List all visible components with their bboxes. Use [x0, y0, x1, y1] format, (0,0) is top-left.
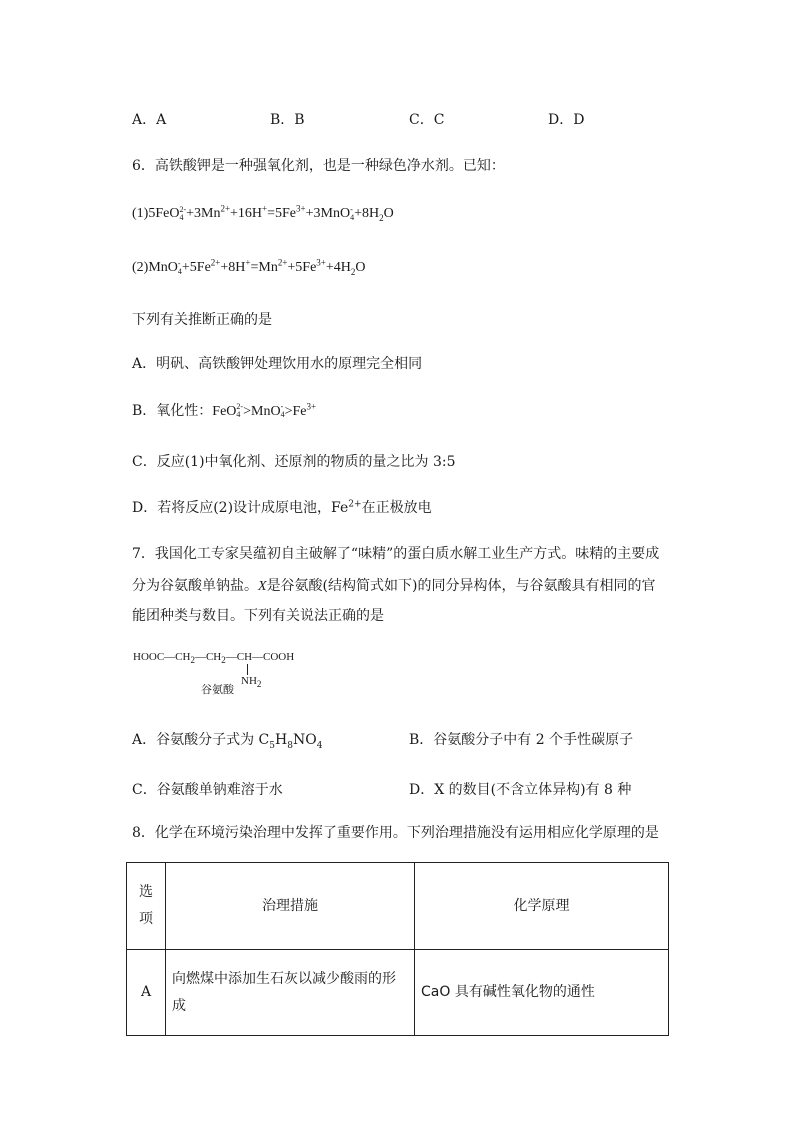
q7-stem-line-1: 7．我国化工专家吴蕴初自主破解了“味精”的蛋白质水解工业生产方式。味精的主要成	[132, 546, 660, 562]
q6-option-a: A．明矾、高铁酸钾处理饮用水的原理完全相同	[132, 356, 423, 372]
q6-equation-2: (2)MnO - 4 $+5Fe^{2+}+8H^+=Mn^{2+}+5Fe^{3+}+4H_2O$	[132, 257, 366, 278]
table-header-row	[127, 863, 669, 950]
q5-option-d: D．D	[548, 112, 585, 128]
header-principle: 化学原理	[415, 863, 669, 950]
structure-bond	[247, 664, 248, 675]
q7-option-c: C．谷氨酸单钠难溶于水	[132, 782, 283, 798]
row-a-option: A	[127, 950, 166, 1036]
q5-option-a: A．A	[132, 112, 167, 128]
q6-stem: 6．高铁酸钾是一种强氧化剂，也是一种绿色净水剂。已知：	[132, 158, 505, 174]
q6-question: 下列有关推断正确的是	[132, 312, 272, 328]
structure-amino-group: $NH_2$	[241, 675, 262, 690]
q7-stem-line-3: 能团种类与数目。下列有关说法正确的是	[132, 608, 384, 624]
structure-caption: 谷氨酸	[201, 683, 234, 696]
q5-option-b: B．B	[270, 112, 305, 128]
structure-chain: $HOOC—CH_2—CH_2—CH—COOH$	[133, 651, 295, 666]
header-measure: 治理措施	[166, 863, 415, 950]
row-a-principle: CaO 具有碱性氧化物的通性	[415, 950, 669, 1036]
q5-option-c: C．C	[409, 112, 445, 128]
q7-option-b: B．谷氨酸分子中有 2 个手性碳原子	[409, 732, 634, 748]
q8-stem: 8．化学在环境污染治理中发挥了重要作用。下列治理措施没有运用相应化学原理的是	[132, 825, 659, 841]
q6-option-c: C．反应(1)中氧化剂、还原剂的物质的量之比为 3:5	[132, 454, 456, 470]
q6-option-b: B．氧化性：FeO 2- 4 >MnO - 4 $>Fe^{3+}$	[132, 401, 317, 419]
q6-equation-1: (1)5FeO 2- 4 $+3Mn^{2+}+16H^+=5Fe^{3+}+3MnO$ - 4 $+8H_2O$	[132, 203, 394, 224]
table-row	[127, 950, 669, 1036]
q8-table	[126, 862, 669, 1036]
row-a-measure: 向燃煤中添加生石灰以减少酸雨的形 成	[166, 950, 415, 1036]
q7-option-a: A．谷氨酸分子式为 $C_5H_8NO_4$	[132, 732, 323, 751]
header-option: 选 项	[127, 863, 166, 950]
q7-option-d: D．X 的数目(不含立体异构)有 8 种	[409, 782, 632, 798]
q6-option-d: D．若将反应(2)设计成原电池，$Fe^{2+}$在正极放电	[132, 499, 432, 516]
q7-stem-line-2: 分为谷氨酸单钠盐。X是谷氨酸(结构简式如下)的同分异构体，与谷氨酸具有相同的官	[132, 578, 656, 594]
